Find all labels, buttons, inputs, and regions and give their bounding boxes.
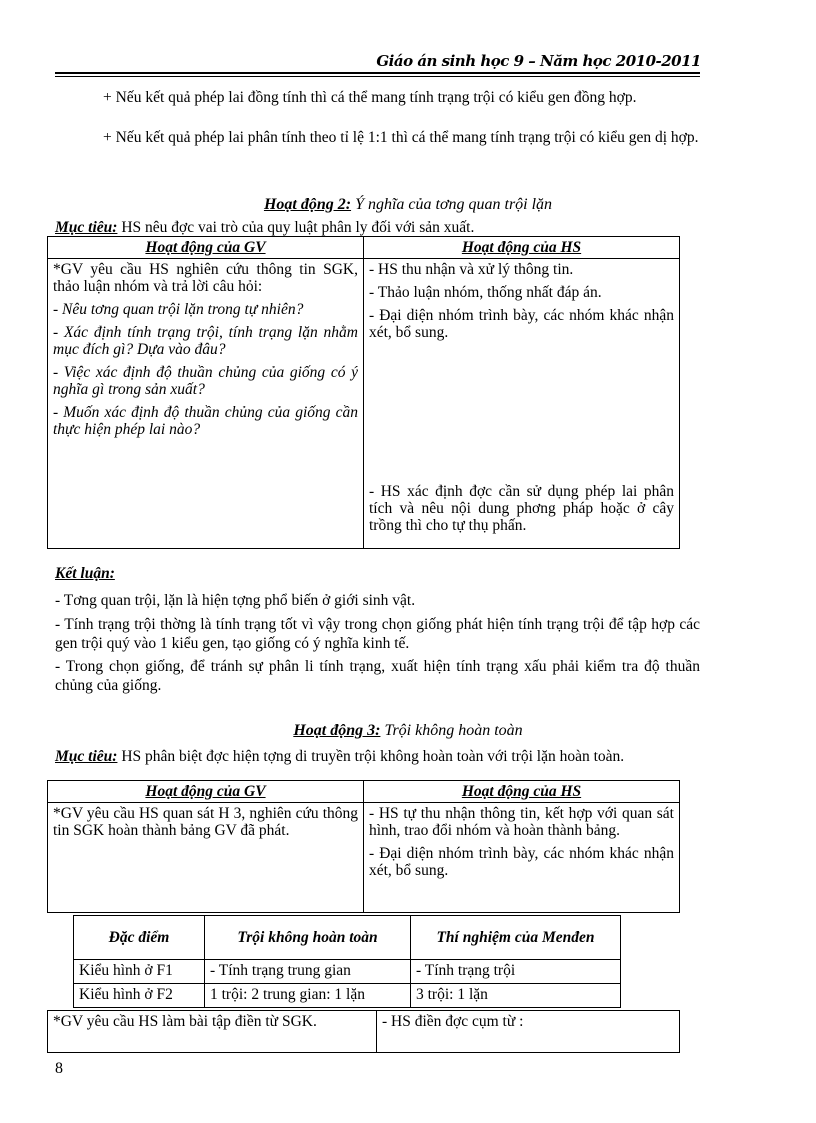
activity2-table (47, 236, 680, 549)
compare-row (74, 960, 621, 984)
compare-cell: 3 trội: 1 lặn (411, 984, 621, 1008)
activity3-hs-line: - HS tự thu nhận thông tin, kết hợp với quan sát hình, trao đổi nhóm và hoàn thành bảng. (369, 805, 674, 839)
activity3-col-hs: Hoạt động của HS (364, 781, 680, 803)
activity3-goal-text: HS phân biệt đợc hiện tợng di truyền trội không hoàn toàn với trội lặn hoàn toàn. (117, 748, 625, 765)
activity2-gv-cell (48, 259, 364, 549)
activity3-gv-cell (48, 803, 364, 913)
activity3-goal-label: Mục tiêu: (55, 748, 118, 765)
compare-cell: Kiểu hình ở F2 (74, 984, 205, 1008)
activity3-goal (55, 748, 700, 765)
compare-header: Trội không hoàn toàn (205, 916, 411, 960)
compare-cell: Kiểu hình ở F1 (74, 960, 205, 984)
activity2-hs-line: - Đại diện nhóm trình bày, các nhóm khác nhận xét, bổ sung. (369, 307, 674, 341)
activity2-heading-title: Ý nghĩa của tơng quan trội lặn (351, 196, 553, 213)
activity2-hs-line: - Thảo luận nhóm, thống nhất đáp án. (369, 284, 602, 301)
activity3-table (47, 780, 680, 913)
activity2-col-hs: Hoạt động của HS (364, 237, 680, 259)
compare-cell: 1 trội: 2 trung gian: 1 lặn (205, 984, 411, 1008)
conclusion-title: Kết luận: (55, 565, 115, 582)
activity2-gv-line: *GV yêu cầu HS nghiên cứu thông tin SGK, thảo luận nhóm và trả lời câu hỏi: (53, 261, 358, 295)
compare-cell: - Tính trạng trội (411, 960, 621, 984)
activity2-goal-label: Mục tiêu: (55, 219, 118, 236)
compare-row (74, 984, 621, 1008)
activity3-hs-cell (364, 803, 680, 913)
conclusion-item: - Tính trạng trội thờng là tính trạng tốt vì vậy trong chọn giống phát hiện tính trạng trội để tập hợp các gen trội quý vào 1 kiểu gen, tạo giống có ý nghĩa kinh tế. (55, 616, 700, 652)
activity2-hs-line: - HS thu nhận và xử lý thông tin. (369, 261, 574, 278)
compare-cell: - Tính trạng trung gian (205, 960, 411, 984)
activity2-heading-lead: Hoạt động 2: (263, 196, 352, 213)
intro-paragraph-2: + Nếu kết quả phép lai phân tính theo tỉ lệ 1:1 thì cá thể mang tính trạng trội có kiểu gen dị hợp. (103, 129, 699, 146)
activity2-gv-line: - Xác định tính trạng trội, tính trạng lặn nhằm mục đích gì? Dựa vào đâu? (53, 324, 358, 358)
activity2-hs-bottom: - HS xác định đợc cần sử dụng phép lai phân tích và nêu nội dung phơng pháp hoặc ở cây trồng thì cho tự thụ phấn. (369, 483, 674, 534)
bottom-gv-cell: *GV yêu cầu HS làm bài tập điền từ SGK. (48, 1011, 377, 1053)
activity2-col-gv: Hoạt động của GV (48, 237, 364, 259)
activity3-hs-line: - Đại diện nhóm trình bày, các nhóm khác nhận xét, bổ sung. (369, 845, 674, 879)
activity3-heading-lead: Hoạt động 3: (293, 722, 381, 739)
activity3-col-gv: Hoạt động của GV (48, 781, 364, 803)
compare-header: Đặc điểm (74, 916, 205, 960)
conclusion-item: - Trong chọn giống, để tránh sự phân li tính trạng, xuất hiện tính trạng xấu phải kiểm tra độ thuần chủng của giống. (55, 658, 700, 694)
intro-paragraph-1: + Nếu kết quả phép lai đồng tính thì cá thể mang tính trạng trội có kiểu gen đồng hợp. (103, 89, 637, 106)
activity2-hs-cell (364, 259, 680, 549)
activity2-gv-line: - Muốn xác định độ thuần chủng của giống cần thực hiện phép lai nào? (53, 404, 358, 438)
activity2-gv-line: - Việc xác định độ thuần chủng của giống có ý nghĩa gì trong sản xuất? (53, 364, 358, 398)
activity3-heading (0, 722, 816, 740)
activity2-goal-text: HS nêu đợc vai trò của quy luật phân ly đối với sản xuất. (117, 219, 475, 236)
compare-table (73, 915, 621, 1008)
header-rule-thick (55, 72, 700, 74)
activity3-heading-title: Trội không hoàn toàn (380, 722, 523, 739)
compare-header: Thí nghiệm của Menđen (411, 916, 621, 960)
page-number: 8 (55, 1060, 63, 1077)
bottom-table (47, 1010, 680, 1053)
bottom-hs-cell: - HS điền đợc cụm từ : (377, 1011, 680, 1053)
activity2-heading (0, 196, 816, 214)
header-title: Giáo án sinh học 9 – Năm học 2010-2011 (376, 52, 701, 70)
activity2-gv-line: - Nêu tơng quan trội lặn trong tự nhiên? (53, 301, 304, 318)
conclusion-item: - Tơng quan trội, lặn là hiện tợng phổ biến ở giới sinh vật. (55, 592, 416, 609)
activity2-goal (55, 219, 700, 236)
header-rule-thin (55, 76, 700, 77)
activity3-gv-text: *GV yêu cầu HS quan sát H 3, nghiên cứu thông tin SGK hoàn thành bảng GV đã phát. (53, 805, 358, 839)
